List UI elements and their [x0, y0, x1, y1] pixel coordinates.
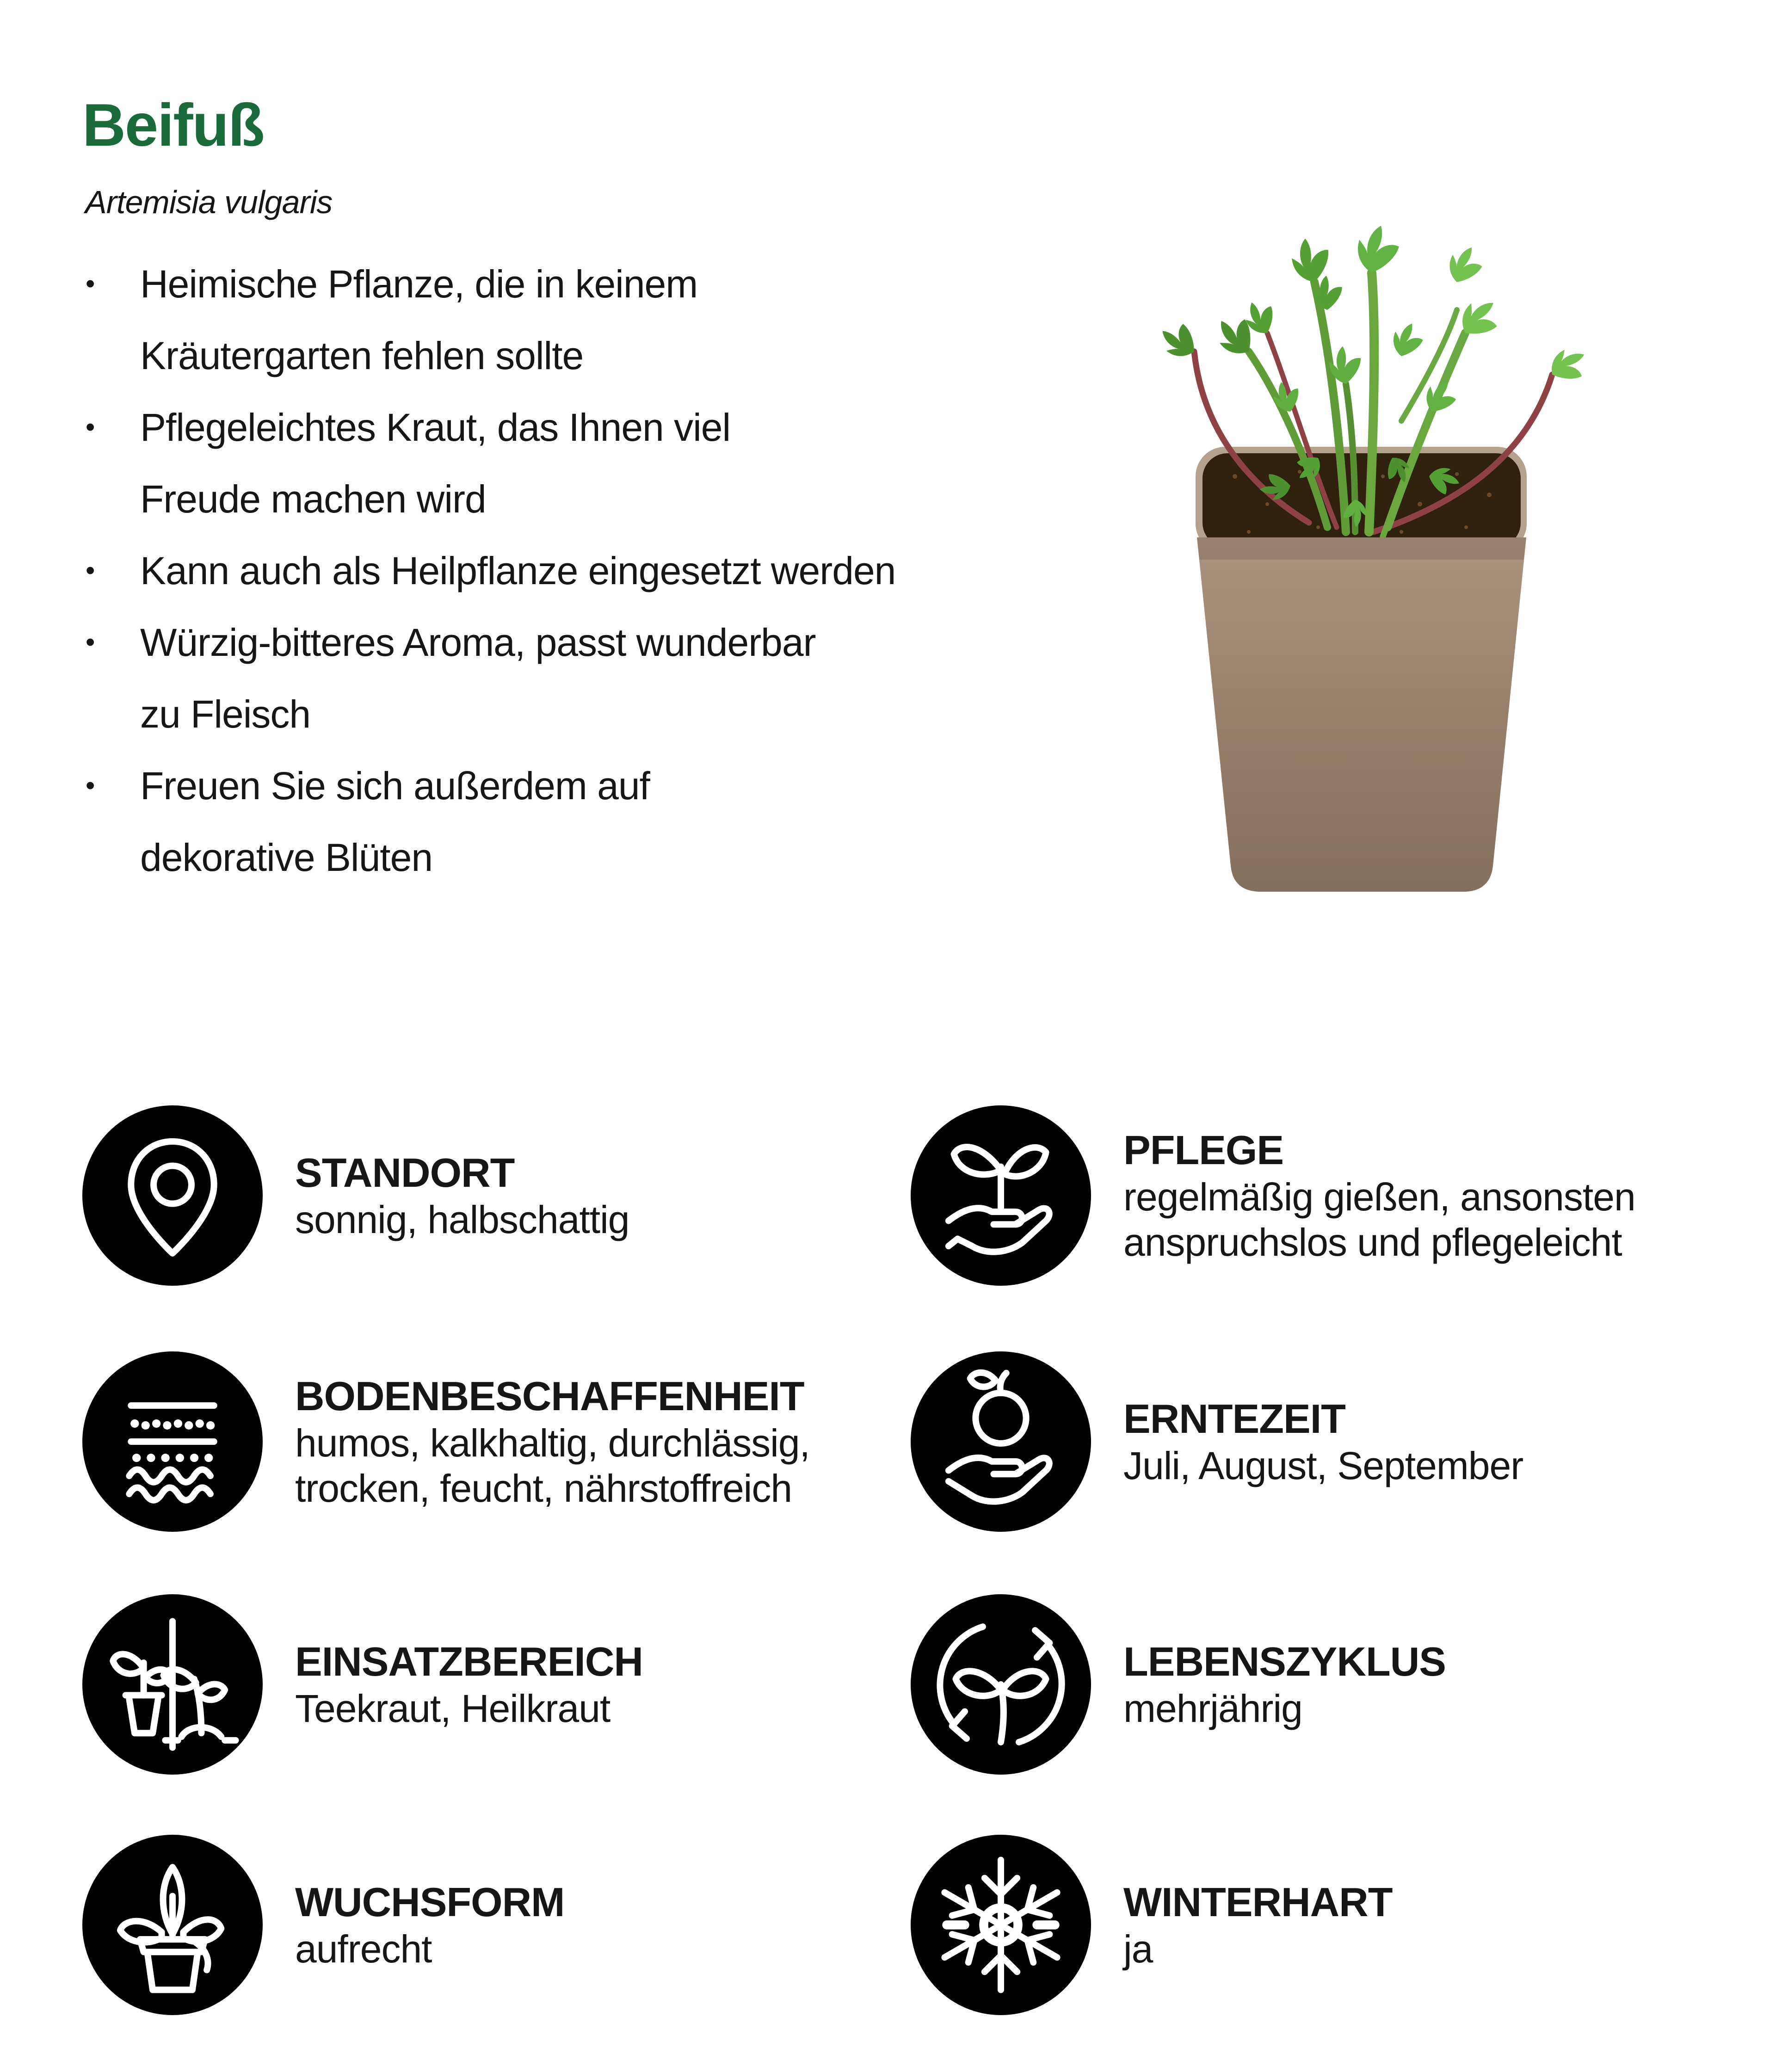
pot-lip-shadow — [1197, 537, 1526, 560]
list-item — [86, 607, 895, 750]
plant-in-pot-image — [1050, 134, 1670, 916]
attribute-label: PFLEGE — [1123, 1127, 1284, 1173]
attribute-label: BODENBESCHAFFENHEIT — [295, 1373, 804, 1419]
potted-plant-icon — [82, 1835, 263, 2015]
botanical-name: Artemisia vulgaris — [85, 184, 333, 220]
attribute-value: Teekraut, Heilkraut — [295, 1687, 610, 1730]
feature-text: Kräutergarten fehlen sollte — [140, 334, 584, 377]
attribute-bodenbeschaffenheit — [82, 1351, 810, 1532]
attribute-value: sonnig, halbschattig — [295, 1198, 629, 1241]
attribute-value: aufrecht — [295, 1927, 432, 1971]
attribute-lebenszyklus — [911, 1594, 1446, 1775]
feature-text: dekorative Blüten — [140, 836, 433, 879]
attribute-standort — [82, 1105, 629, 1286]
attribute-einsatzbereich — [82, 1594, 643, 1775]
attribute-label: WINTERHART — [1123, 1879, 1393, 1925]
feature-list — [86, 248, 896, 894]
attribute-winterhart — [911, 1835, 1392, 2015]
attribute-value: ja — [1123, 1927, 1153, 1971]
attribute-label: ERNTEZEIT — [1123, 1396, 1345, 1442]
attribute-erntezeit — [911, 1351, 1523, 1532]
attribute-value: humos, kalkhaltig, durchlässig, — [295, 1421, 810, 1465]
attribute-wuchsform — [82, 1835, 564, 2015]
pot-and-sprout-icon — [82, 1594, 263, 1775]
feature-text: Pflegeleichtes Kraut, das Ihnen viel — [140, 406, 731, 449]
attribute-label: EINSATZBEREICH — [295, 1639, 643, 1684]
bullet-icon: • — [86, 771, 95, 801]
attribute-value: trocken, feucht, nährstoffreich — [295, 1467, 792, 1510]
soil-layers-icon — [82, 1351, 263, 1532]
pot-body — [1197, 537, 1526, 892]
list-item — [86, 392, 895, 535]
page-title: Beifuß — [82, 91, 264, 159]
attribute-value: mehrjährig — [1123, 1687, 1302, 1730]
bullet-icon: • — [86, 555, 95, 586]
attribute-pflege — [911, 1105, 1635, 1286]
attribute-label: WUCHSFORM — [295, 1879, 565, 1925]
bullet-icon: • — [86, 627, 95, 657]
attribute-label: STANDORT — [295, 1150, 515, 1196]
list-item — [86, 750, 895, 894]
attribute-label: LEBENSZYKLUS — [1123, 1639, 1446, 1684]
fruit-hand-icon — [911, 1351, 1091, 1532]
feature-text: zu Fleisch — [140, 692, 311, 736]
feature-text: Freuen Sie sich außerdem auf — [140, 764, 650, 808]
snowflake-icon — [911, 1835, 1091, 2015]
plant-cycle-icon — [911, 1594, 1091, 1775]
bullet-icon: • — [86, 412, 95, 442]
feature-text: Würzig-bitteres Aroma, passt wunderbar — [140, 621, 816, 664]
feature-text: Freude machen wird — [140, 477, 486, 521]
bullet-icon: • — [86, 269, 95, 299]
list-item — [86, 535, 896, 607]
attribute-value: Juli, August, September — [1123, 1444, 1523, 1487]
feature-text: Kann auch als Heilpflanze eingesetzt werden — [140, 549, 896, 592]
list-item — [86, 248, 895, 392]
location-pin-icon — [82, 1105, 263, 1286]
hand-seedling-icon — [911, 1105, 1091, 1286]
feature-text: Heimische Pflanze, die in keinem — [140, 262, 698, 306]
product-photo — [1050, 134, 1670, 916]
soil — [1202, 453, 1521, 548]
attribute-value: anspruchslos und pflegeleicht — [1123, 1221, 1622, 1264]
attribute-value: regelmäßig gießen, ansonsten — [1123, 1175, 1635, 1219]
